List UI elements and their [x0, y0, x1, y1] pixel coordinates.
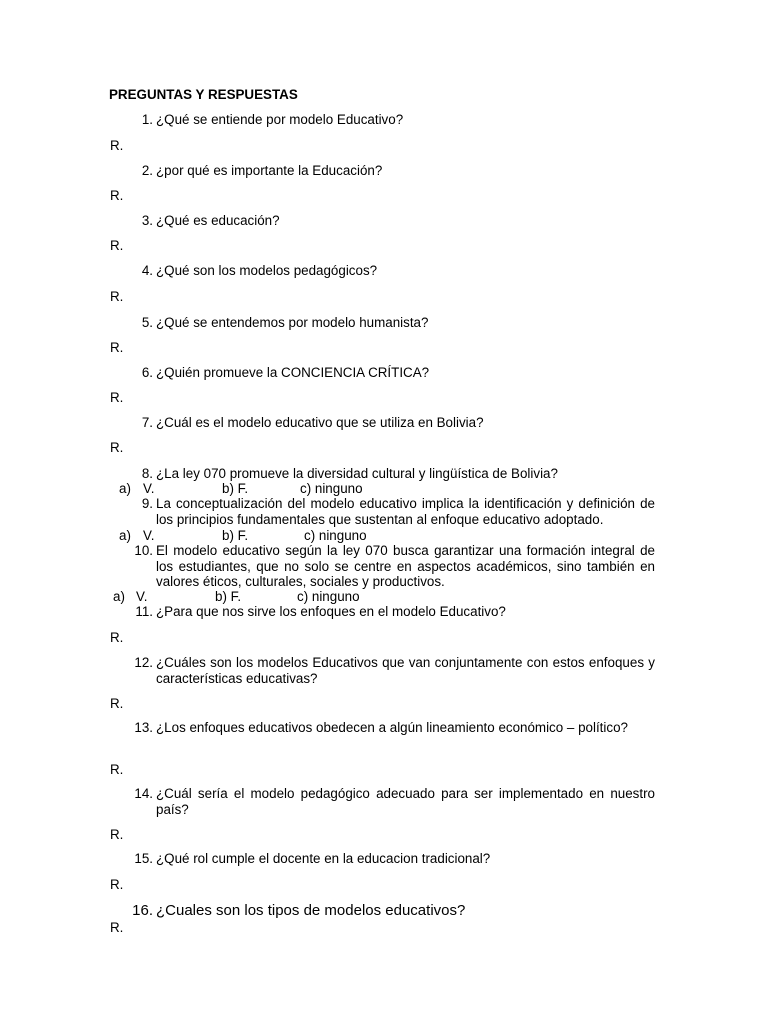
option-b: b) F. — [222, 481, 249, 496]
question-8 — [131, 466, 655, 482]
answer-label: R. — [110, 630, 124, 645]
option-c: c) ninguno — [300, 481, 363, 496]
answer-label: R. — [110, 877, 124, 892]
answer-label: R. — [110, 762, 124, 777]
question-text: ¿por qué es importante la Educación? — [156, 163, 383, 178]
option-a-label: a) — [119, 481, 131, 496]
options-row-10 — [0, 589, 768, 605]
question-7 — [131, 415, 655, 431]
question-number: 11. — [135, 604, 153, 619]
question-number: 16. — [132, 902, 153, 919]
question-text: ¿Cuales son los tipos de modelos educativos? — [156, 902, 466, 919]
question-15 — [131, 851, 655, 867]
question-6 — [131, 365, 655, 381]
option-a-value: V. — [136, 589, 148, 604]
page-title: PREGUNTAS Y RESPUESTAS — [109, 87, 298, 102]
answer-label: R. — [110, 390, 124, 405]
question-text: ¿Qué se entiende por modelo Educativo? — [156, 112, 404, 127]
question-9 — [131, 496, 655, 527]
question-10 — [131, 543, 655, 590]
question-number: 12. — [134, 655, 153, 670]
answer-label: R. — [110, 238, 124, 253]
question-3 — [131, 213, 655, 229]
question-text: ¿Qué se entendemos por modelo humanista? — [156, 315, 429, 330]
answer-label: R. — [110, 920, 124, 935]
option-b: b) F. — [215, 589, 242, 604]
question-text: ¿Para que nos sirve los enfoques en el modelo Educativo? — [156, 604, 506, 619]
question-number: 2. — [141, 163, 153, 178]
question-16 — [131, 902, 655, 919]
answer-label: R. — [110, 188, 124, 203]
question-number: 9. — [141, 496, 153, 511]
question-number: 4. — [141, 263, 153, 278]
question-text: ¿Qué es educación? — [156, 213, 280, 228]
question-12 — [131, 655, 655, 686]
question-text: ¿Cuál es el modelo educativo que se utiliza en Bolivia? — [156, 415, 484, 430]
question-text: La conceptualización del modelo educativo implica la identificación y definición de los principios fundamentales que sustentan al enfoque educativo adoptado. — [156, 496, 655, 527]
question-11 — [131, 604, 655, 620]
option-a-label: a) — [119, 528, 131, 543]
question-number: 3. — [141, 213, 153, 228]
options-row-9 — [0, 528, 768, 544]
option-a-label: a) — [113, 589, 125, 604]
question-number: 6. — [141, 365, 153, 380]
question-number: 15. — [134, 851, 153, 866]
option-b: b) F. — [222, 528, 249, 543]
question-text: ¿Quién promueve la CONCIENCIA CRÍTICA? — [156, 365, 430, 380]
question-2 — [131, 163, 655, 179]
question-number: 10. — [134, 543, 153, 558]
question-5 — [131, 315, 655, 331]
question-text: ¿Cuáles son los modelos Educativos que van conjuntamente con estos enfoques y características educativas? — [156, 655, 655, 686]
question-text: ¿Qué son los modelos pedagógicos? — [156, 263, 378, 278]
answer-label: R. — [110, 340, 124, 355]
question-text: ¿Qué rol cumple el docente en la educacion tradicional? — [156, 851, 491, 866]
option-a-value: V. — [143, 481, 155, 496]
answer-label: R. — [110, 827, 124, 842]
question-number: 1. — [141, 112, 153, 127]
answer-label: R. — [110, 138, 124, 153]
answer-label: R. — [110, 440, 124, 455]
options-row-8 — [0, 481, 768, 497]
question-number: 5. — [141, 315, 153, 330]
question-text: ¿Cuál sería el modelo pedagógico adecuado para ser implementado en nuestro país? — [156, 786, 655, 817]
option-a-value: V. — [143, 528, 155, 543]
question-text: El modelo educativo según la ley 070 busca garantizar una formación integral de los estudiantes, que no solo se centre en aspectos académicos, sino también en valores éticos, culturales, sociales y productivos. — [156, 543, 655, 590]
question-text: ¿Los enfoques educativos obedecen a algún lineamiento económico – político? — [156, 720, 628, 735]
answer-label: R. — [110, 696, 124, 711]
question-13 — [131, 720, 655, 736]
question-14 — [131, 786, 655, 817]
question-1 — [131, 112, 655, 128]
question-number: 14. — [134, 786, 153, 801]
question-text: ¿La ley 070 promueve la diversidad cultural y lingüística de Bolivia? — [156, 466, 558, 481]
question-number: 8. — [141, 466, 153, 481]
option-c: c) ninguno — [297, 589, 360, 604]
question-4 — [131, 263, 655, 279]
question-number: 7. — [141, 415, 153, 430]
option-c: c) ninguno — [304, 528, 367, 543]
answer-label: R. — [110, 289, 124, 304]
question-number: 13. — [134, 720, 153, 735]
